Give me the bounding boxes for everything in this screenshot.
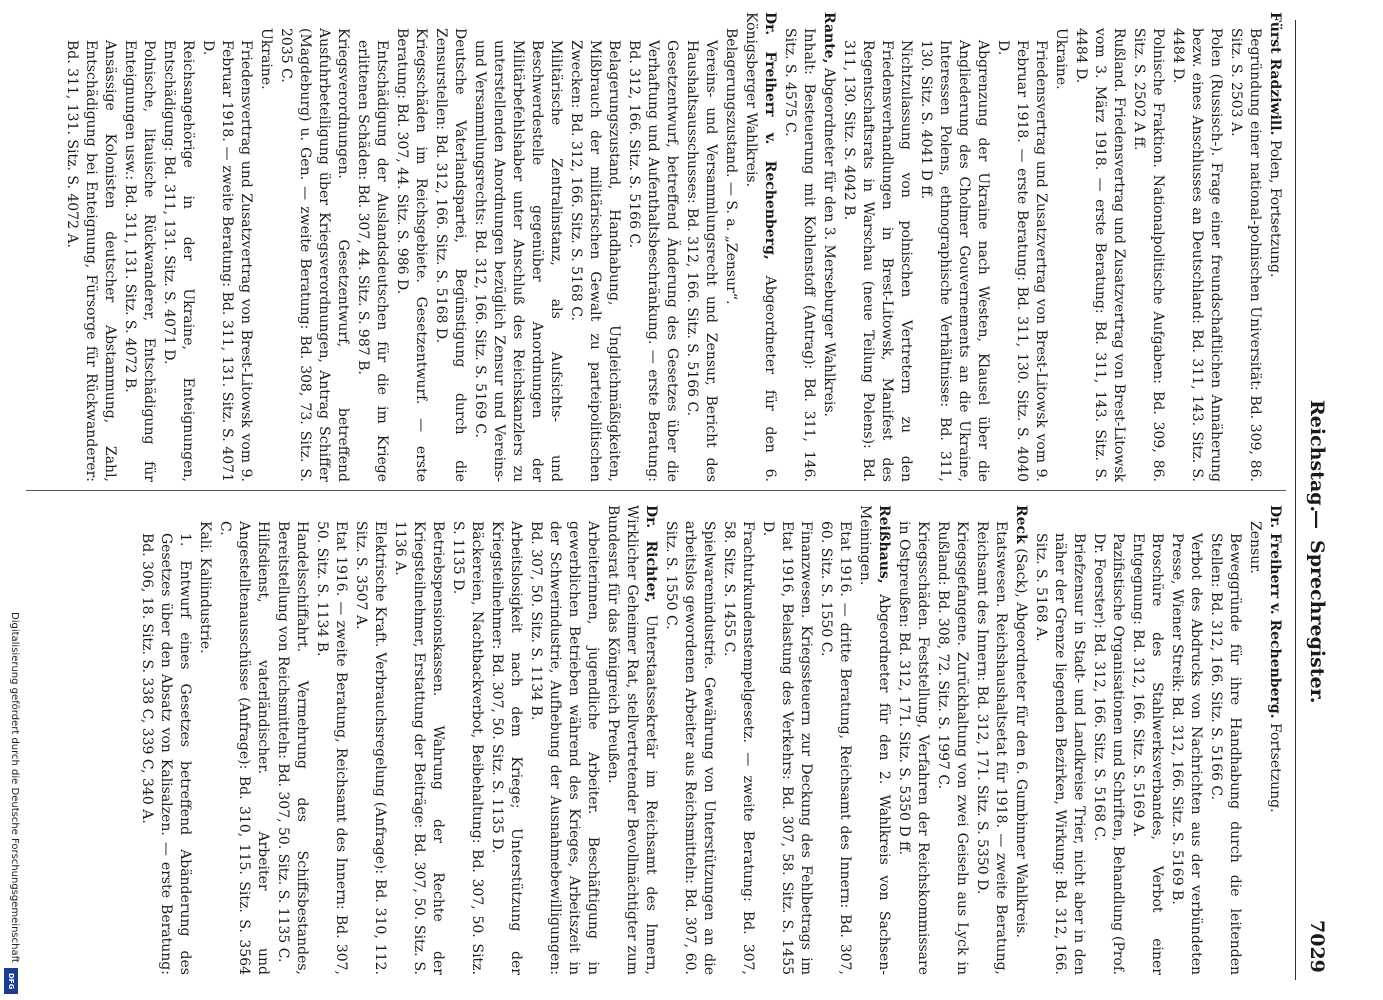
register-sub-entry: Beweggründe für ihre Handhabung durch die leitenden Stellen: Bd. 312, 166. Sitz. S. 5166 C.	[1208, 533, 1243, 975]
register-subject-entry: Arbeitslosigkeit nach dem Kriege; Unterstützung der Kriegsteilnehmer: Bd. 307, 50. Sitz. S. 1135 D.	[489, 521, 524, 975]
speaker-name: Rante,	[821, 12, 837, 64]
register-sub-entry: Ansässige Kolonisten deutscher Abstammung, Zahl, Entschädigung bei Enteignung, Fürsorge für Rückwanderer: Bd. 311, 131. Sitz. S. 4072 A.	[64, 40, 118, 482]
register-subject-entry: Hilfsdienst, vaterländischer. Arbeiter und Angestelltenausschüsse (Anfrage): Bd. 310, 115. Sitz. S. 3564 C.	[217, 521, 271, 975]
header-left: Reichstag.	[1306, 400, 1328, 513]
register-subject-entry: Kriegsgefangene. Zurückhaltung von zwei Geiseln aus Lyck in Rußland: Bd. 308, 72. Sitz. S. 1997 C.	[935, 521, 970, 975]
speaker-name: Dr. Freiherr v. Rechenberg.	[1267, 505, 1283, 719]
header-rule	[1295, 20, 1296, 980]
register-subject-entry: Kali. Kaliindustrie.	[197, 521, 213, 654]
speaker-name: Reck	[1013, 505, 1029, 544]
register-subject-entry: Polnische Fraktion. Nationalpolitische Aufgaben: Bd. 309, 86. Sitz. S. 2502 A ff.	[1131, 28, 1166, 482]
register-subject-entry: Ukraine.	[258, 28, 274, 90]
register-subject-entry: Etatswesen. Reichshaushaltsetat für 1918. — zweite Beratung, Reichsamt des Innern: Bd. 312, 171. Sitz. S. 5350 D.	[974, 521, 1009, 975]
register-heading-entry	[1265, 12, 1284, 482]
register-subject-entry: Kriegsschäden. Feststellung, Verfahren der Reichskommissare in Ostpreußen: Bd. 312, 171. Sitz. S. 5350 D ff.	[896, 521, 931, 975]
digitization-note: Digitalisierung gefördert durch die Deutsche Forschungsgemeinschaft	[9, 612, 20, 963]
register-subject-entry: Finanzwesen. Kriegssteuern zur Deckung des Fehlbetrags im Etat 1916, Belastung des Verkehrs: Bd. 307, 58. Sitz. S. 1455 D.	[760, 521, 814, 975]
register-subject-entry: Betriebspensionskassen. Wahrung der Rechte der Kriegsteilnehmer, Erstattung der Beiträge: Bd. 307, 50. Sitz. S. 1136 A.	[392, 521, 446, 975]
register-subject-entry: Polen (Russisch-). Frage einer freundschaftlichen Annäherung bezw. eines Anschlusses an Deutschland: Bd. 311, 143. Sitz. S. 4484 D.	[1170, 28, 1224, 482]
register-subject-entry: Kriegsschäden im Reichsgebiete. Gesetzentwurf. — erste Beratung: Bd. 307, 44. Sitz. S. 986 D.	[394, 28, 429, 482]
header-right: Sprechregister.	[1306, 540, 1328, 704]
register-heading-entry	[1011, 505, 1030, 975]
register-sub-entry: Entschädigung der Auslandsdeutschen für die im Kriege erlittenen Schäden: Bd. 307, 44. Sitz. S. 987 B.	[355, 40, 390, 482]
register-subject-entry: Etat 1916. — zweite Beratung, Reichsamt des Innern: Bd. 307, 50. Sitz. S. 1134 B.	[314, 521, 349, 975]
register-sub-entry: Belagerungszustand, Handhabung, Ungleichmäßigkeiten, Mißbrauch der militärischen Gewalt zu parteipolitischen Zwecken: Bd. 312, 166. Sitz. S. 5168 C.	[568, 40, 622, 482]
register-subject-entry: Deutsche Vaterlandspartei, Begünstigung durch die Zensurstellen: Bd. 312, 166. Sitz. S. 5168 D.	[433, 28, 468, 482]
header-dash: —	[1306, 510, 1328, 529]
register-sub-entry: Reichsangehörige in der Ukraine, Enteignungen, Entschädigung: Bd. 311, 131. Sitz. S. 4071 D.	[161, 40, 196, 482]
speaker-description: Abgeordneter für den 6. Königsberger Wahlkreis.	[743, 12, 778, 482]
right-column	[136, 505, 1284, 975]
register-subject-entry: Elektrische Kraft. Verbrauchsregelung (Anfrage): Bd. 310, 112. Sitz. S. 3507 A.	[353, 521, 388, 975]
speaker-name: Dr. Freiherr v. Rechenberg,	[762, 12, 778, 260]
dfg-logo: DFG	[4, 968, 18, 994]
register-sub-entry: Friedensvertrag und Zusatzvertrag von Brest-Litowsk vom 9. Februar 1918. — erste Beratung: Bd. 311, 130. Sitz. S. 4040 D.	[995, 40, 1049, 482]
register-sub-entry: Pazifistische Organisationen und Schriften, Behandlung (Prof. Dr. Foerster): Bd. 312, 166. Sitz. S. 5168 C.	[1091, 533, 1126, 975]
speaker-description: Abgeordneter für den 2. Wahlkreis von Sachsen-Meiningen.	[857, 505, 892, 975]
page-header	[1298, 0, 1328, 1000]
speaker-name: Fürst Radziwill.	[1267, 12, 1283, 136]
register-heading-entry	[819, 12, 838, 482]
register-subject-entry: Begründung einer national-polnischen Universität: Bd. 309, 86. Sitz. S. 2503 A.	[1228, 28, 1263, 482]
register-sub-entry: Broschüre des Stahlwerksverbandes, Verbot einer Entgegnung: Bd. 312, 166. Sitz. S. 5169 A.	[1130, 533, 1165, 975]
register-subject-entry: Ukraine.	[1053, 28, 1069, 90]
register-sub-entry: Polnische, litauische Rückwanderer, Entschädigung für Enteignungen usw.: Bd. 311, 131. Sitz. S. 4072 B.	[122, 40, 157, 482]
register-sub-entry: Militärische Zentralinstanz, als Aufsichts- und Beschwerdestelle gegenüber Anordnungen der Militärbefehlshaber unter Anschluß des Reichskanzlers zu unterstellenden Anordnungen bezüglich Zensur und Vereins- und Versammlungsrechts: Bd. 312, 166. Sitz. S. 5169 C.	[472, 40, 564, 482]
register-sub-entry: 1. Entwurf eines Gesetzes betreffend Abänderung des Gesetzes über den Absatz von Kalisalzen. — erste Beratung: Bd. 306, 18. Sitz. S. 338 C, 339 C, 340 A.	[139, 533, 193, 975]
speaker-description: Fortsetzung.	[1267, 718, 1283, 813]
register-sub-entry: Vereins- und Versammlungsrecht und Zensur, Bericht des Haushaltsausschusses: Bd. 312, 166. Sitz. S. 5166 C.	[684, 40, 719, 482]
register-heading-entry	[855, 505, 893, 975]
register-subject-entry: Rußland. Friedensvertrag und Zusatzvertrag von Brest-Litowsk vom 3. März 1918. — erste Beratung: Bd. 311, 143. Sitz. S. 4484 D.	[1073, 28, 1127, 482]
register-subject-entry: Etat 1916. — dritte Beratung, Reichsamt des Innern: Bd. 307, 60. Sitz. S. 1550 C.	[818, 521, 853, 975]
speaker-description: Polen, Fortsetzung.	[1267, 135, 1283, 278]
speaker-name: Reißhaus,	[876, 505, 892, 584]
register-heading-entry	[1265, 505, 1284, 975]
register-subject-entry: Inhalt: Besteuerung mit Kohlenstoff (Antrag): Bd. 311, 146. Sitz. S. 4575 C.	[782, 28, 817, 482]
register-sub-entry: Nichtzulassung von polnischen Vertretern zu den Friedensverhandlungen in Brest-Litowsk, Manifest des Regentschaftsrats in Warschau (neue Teilung Polens): Bd. 311, 130. Sitz. S. 4042 B.	[841, 40, 914, 482]
register-subject-entry: Zensur.	[1247, 521, 1263, 574]
speaker-name: Dr. Richter,	[643, 505, 659, 603]
register-subject-entry: Bäckereien, Nachtbackverbot, Beibehaltung: Bd. 307, 50. Sitz. S. 1135 D.	[450, 521, 485, 975]
side-footer	[6, 612, 20, 992]
register-heading-entry	[741, 12, 779, 482]
register-heading-entry	[603, 505, 660, 975]
register-sub-entry: Gesetzentwurf, betreffend Änderung des Gesetzes über die Verhaftung und Aufenthaltsbeschränkung. — erste Beratung: Bd. 312, 166. Sitz. S. 5166 C.	[626, 40, 680, 482]
register-subject-entry: Kriegsverordnungen. Gesetzentwurf, betreffend Ausfuhrbeteiligung über Kriegsverordnungen, Antrag Schiffer (Magdeburg) u. Gen. — zweite Beratung: Bd. 308, 73. Sitz. S. 2035 C.	[278, 28, 351, 482]
left-column	[61, 12, 1284, 482]
register-sub-entry: Verbot des Abdrucks von Nachrichten aus der verbündeten Presse, Wiener Streik: Bd. 312, 166. Sitz. S. 5169 B.	[1169, 533, 1204, 975]
register-sub-entry: Briefzensur in Stadt- und Landkreise Trier, nicht aber in den näher der Grenze liegenden Bezirken, Wirkung: Bd. 312, 166. Sitz. S. 5168 A.	[1033, 533, 1087, 975]
register-subject-entry: Spielwarenindustrie. Gewährung von Unterstützungen an die arbeitslos gewordenen Arbeiter aus Reichsmitteln: Bd. 307, 60. Sitz. S. 1550 C.	[663, 521, 717, 975]
page-number: 7029	[1306, 920, 1328, 973]
register-subject-entry: Belagerungszustand. — S. a. „Zensur“.	[723, 28, 739, 305]
column-divider	[26, 490, 1286, 491]
register-sub-entry: Friedensvertrag und Zusatzvertrag von Brest-Litowsk vom 9. Februar 1918. — zweite Beratung: Bd. 311, 131. Sitz. S. 4071 D.	[200, 40, 254, 482]
speaker-description: (Sack), Abgeordneter für den 6. Gumbinner Wahlkreis.	[1013, 543, 1029, 938]
register-subject-entry: Handelsschiffahrt. Vermehrung des Schiffsbestandes, Bereitstellung von Reichsmitteln: Bd. 307, 50. Sitz. S. 1135 C.	[275, 521, 310, 975]
register-subject-entry: Arbeiterinnen, jugendliche Arbeiter. Beschäftigung in gewerblichen Betrieben während des Krieges, Arbeitszeit in der Schwerindustrie, Aufhebung der Ausnahmebewilligungen: Bd. 307, 50. Sitz. S. 1134 B.	[528, 521, 601, 975]
speaker-description: Unterstaatssekretär im Reichsamt des Innern, Wirklicher Geheimer Rat, stellvertretender Bevollmächtigter zum Bundesrat für das Königreich Preußen.	[605, 505, 659, 975]
speaker-description: Abgeordneter für den 3. Merseburger Wahlkreis.	[821, 63, 837, 417]
register-sub-entry: Abgrenzung der Ukraine nach Westen, Klausel über die Angliederung des Cholmer Gouvernements an die Ukraine, Interessen Polens, ethnographische Verhältnisse: Bd. 311, 130. Sitz. S. 4041 D ff.	[918, 40, 991, 482]
register-subject-entry: Frachturkundenstempelgesetz. — zweite Beratung: Bd. 307, 58. Sitz. S. 1455 C.	[721, 521, 756, 975]
